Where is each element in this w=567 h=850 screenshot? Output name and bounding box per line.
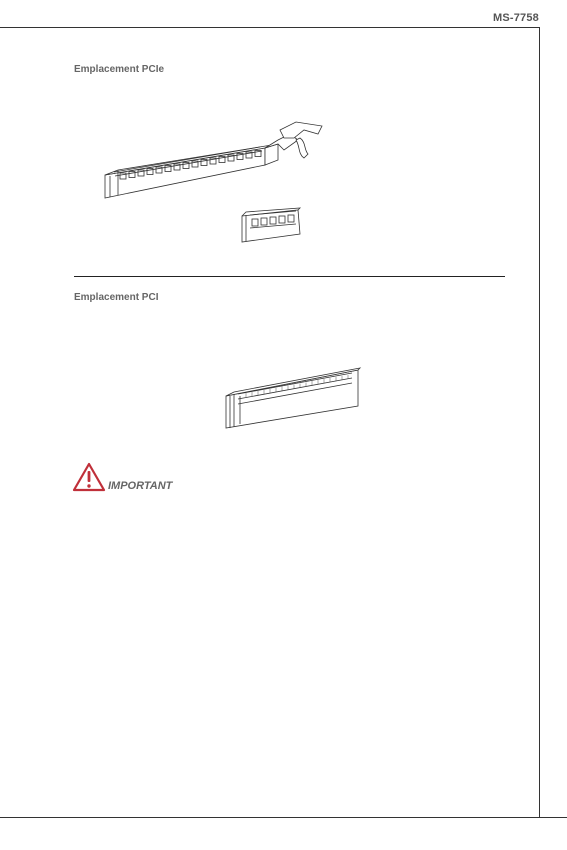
warning-triangle-icon xyxy=(72,462,106,492)
page-frame-bottom xyxy=(0,817,567,818)
important-label: IMPORTANT xyxy=(108,480,173,492)
section-title-pcie: Emplacement PCIe xyxy=(74,64,165,75)
important-notice xyxy=(72,462,202,494)
page-frame-right xyxy=(539,27,540,817)
section-title-pci: Emplacement PCI xyxy=(74,292,159,303)
pcie-x16-slot-figure xyxy=(100,110,330,205)
pci-slot-figure xyxy=(222,366,362,434)
section-divider xyxy=(74,276,505,277)
model-number: MS-7758 xyxy=(492,12,539,24)
pcie-x1-slot-figure xyxy=(238,206,306,246)
page-frame-top xyxy=(0,27,540,28)
